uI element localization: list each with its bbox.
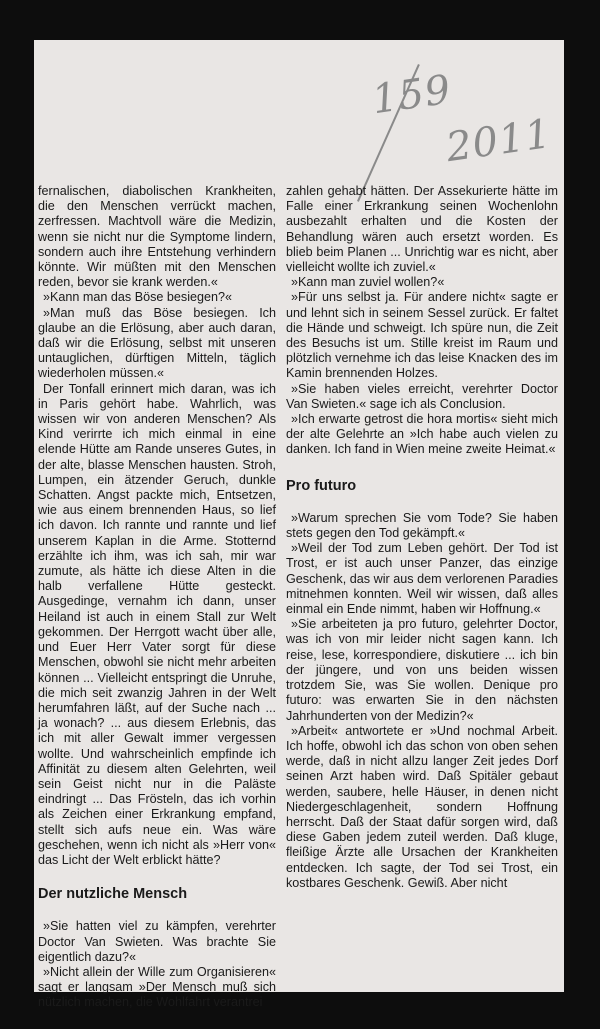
paragraph: »Ich erwarte getrost die hora mortis« sieht mich der alte Gelehrte an »Ich habe auch vielen zu danken. Ich fand in Wien meine zweite Heimat.« — [286, 412, 558, 457]
handwritten-year: 2011 — [443, 110, 555, 172]
paragraph: »Sie haben vieles erreicht, verehrter Doctor Van Swieten.« sage ich als Conclusion. — [286, 381, 558, 411]
paragraph: »Nicht allein der Wille zum Organisieren« sagt er langsam »Der Mensch muß sich nützlich machen, die Wohlfahrt verantrei — [38, 964, 276, 1010]
paragraph: »Für uns selbst ja. Für andere nicht« sagte er und lehnt sich in seinem Sessel zurück. Er faltet die Hände und schweigt. Ich spüre nun, die Zeit des Besuchs ist um. Stille kreist im Raum und plötzlich vernehme ich das leise Knacken des im Kamin brennenden Holzes. — [286, 290, 558, 381]
section-heading: Pro futuro — [286, 477, 357, 494]
paragraph: »Weil der Tod zum Leben gehört. Der Tod ist Trost, er ist auch unser Panzer, das einzige Geschenk, das wir aus dem verlorenen Paradies mitnehmen konnten. Weil wir wissen, daß alles einmal ein Ende nimmt, haben wir Hoffnung.« — [286, 541, 558, 617]
paragraph: fernalischen, diabolischen Krankheiten, die den Menschen verrückt machen, zerfressen. Machtvoll wäre die Medizin, wenn sie nicht nur die Symptome lindern, sondern auch ihre Entstehung verhindern könnte. Wir müßten mit den Menschen reden, bevor sie krank werden.« — [38, 184, 276, 290]
right-column — [286, 184, 558, 891]
paragraph: zahlen gehabt hätten. Der Assekurierte hätte im Falle einer Erkrankung seinen Wochenlohn ausbezahlt erhalten und die Kosten der Behandlung wären auch ersetzt worden. Es blieb beim Planen ... Unrichtig war es nicht, aber vielleicht wollte ich zuviel.« — [286, 184, 558, 275]
left-column — [38, 184, 276, 1011]
paragraph: »Sie arbeiteten ja pro futuro, gelehrter Doctor, was ich von mir leider nicht sagen kann. Ich reise, lese, korrespondiere, diskutiere ... ich bin der jüngere, und von uns beiden wissen trotzdem Sie, was Sie wollen. Denique pro futuro: was erwarten Sie in den nächsten Jahrhunderten von der Medizin?« — [286, 617, 558, 723]
newspaper-clipping — [34, 40, 564, 1010]
paragraph: »Sie hatten viel zu kämpfen, verehrter Doctor Van Swieten. Was brachte Sie eigentlich dazu?« — [38, 919, 276, 964]
section-heading: Der nutzliche Mensch — [38, 886, 188, 903]
paragraph: »Warum sprechen Sie vom Tode? Sie haben stets gegen den Tod gekämpft.« — [286, 510, 558, 541]
paragraph: »Man muß das Böse besiegen. Ich glaube an die Erlösung, aber auch daran, daß wir die Erlösung, selbst mit unseren untauglichen, dürftigen Mitteln, täglich wiederholen müssen.« — [38, 305, 276, 381]
handwritten-number: 159 — [369, 66, 455, 124]
paragraph: »Kann man das Böse besiegen?« — [43, 290, 233, 305]
paragraph: Der Tonfall erinnert mich daran, was ich in Paris gehört habe. Wahrlich, was wissen wir von anderen Menschen? Als Kind verirrte ich mich einmal in eine elende Hütte am Rande unseres Gutes, in der alte, blasse Menschen hausten. Stroh, Lumpen, ein ätzender Geruch, dunkle Schatten. Angst packte mich, Entsetzen, wie aus einem brennenden Haus, so lief ich davon. Ich rannte und rannte und lief unserem Kaplan in die Arme. Stotternd erzählte ich ihm, was ich sah, mir war zumute, als hätte ich diese Alten in die halb verfallene Hütte gesteckt. Ausgedinge, vernahm ich dann, unser Heiland ist auch in einem Stall zur Welt gekommen. Der Herrgott wacht über alle, und Euer Herr Vater sorgt für diese Menschen, obwohl sie nicht mehr arbeiten können ... Vielleicht entspringt die Unruhe, die mich seit zwanzig Jahren in der Welt herumfahren läßt, auf der Suche nach ... ja wonach? ... aus diesem Erlebnis, das ich mit aller Gewalt immer vergessen wollte. Und wahrscheinlich empfinde ich Affinität zu diesem alten Gelehrten, weil sein Geist nicht nur in die Paläste eindringt ... Das Frösteln, das ich vorhin als Zeichen einer Erkrankung empfand, stellt sich aufs neue ein. Was wäre geschehen, wenn ich nicht als »Herr von« das Licht der Welt erblickt hätte? — [38, 381, 276, 867]
paragraph: »Kann man zuviel wollen?« — [291, 275, 445, 290]
paragraph: »Arbeit« antwortete er »Und nochmal Arbeit. Ich hoffe, obwohl ich das schon von oben sehen werde, daß in nicht allzu langer Zeit jedes Dorf seinen Arzt haben wird. Daß Spitäler gebaut werden, saubere, helle Häuser, in denen nicht Niedergeschlagenheit, sondern Hoffnung herrscht. Daß der Staat dafür sorgen wird, daß diese Gaben jedem zuteil werden. Daß kluge, fleißige Ärzte alle Ursachen der Krankheiten entdecken. Ich sagte, der Tod sei Trost, ein kostbares Geschenk. Gewiß. Aber nicht — [286, 723, 558, 890]
